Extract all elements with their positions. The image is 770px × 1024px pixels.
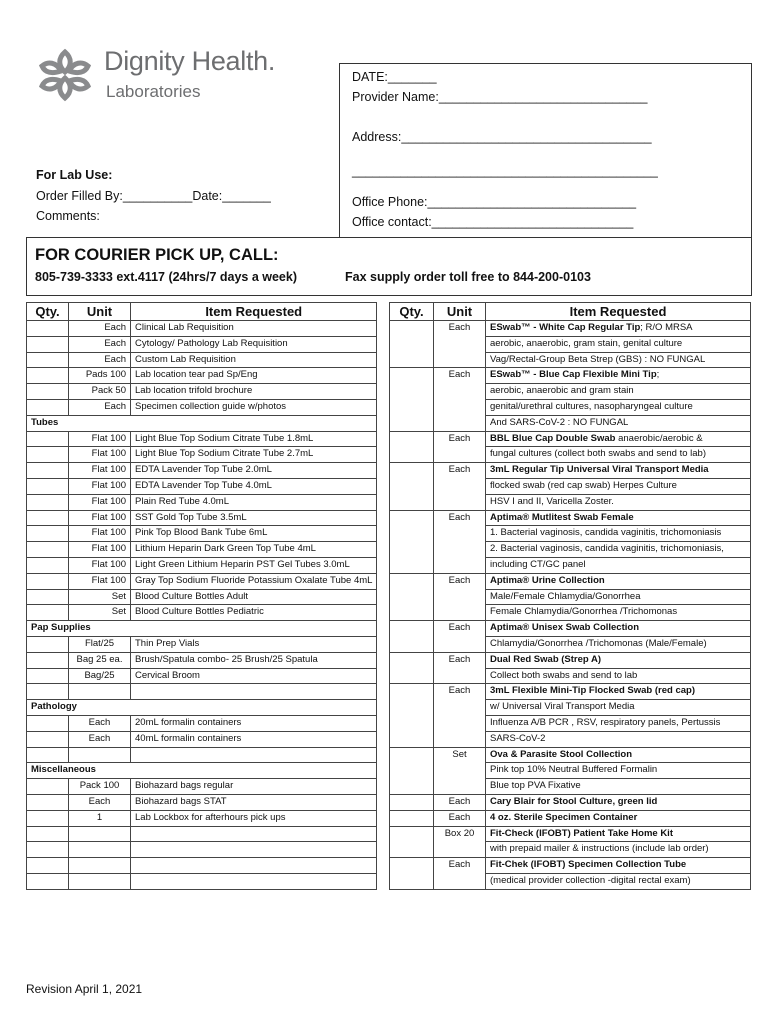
item-cell: Thin Prep Vials	[131, 636, 377, 652]
item-cell: SST Gold Top Tube 3.5mL	[131, 510, 377, 526]
item-cell: Pink Top Blood Bank Tube 6mL	[131, 526, 377, 542]
qty-input[interactable]	[27, 526, 69, 542]
qty-input[interactable]	[390, 621, 434, 653]
item-cell: Lab location tear pad Sp/Eng	[131, 368, 377, 384]
qty-input[interactable]	[27, 779, 69, 795]
item-cell: Lithium Heparin Dark Green Top Tube 4mL	[131, 542, 377, 558]
qty-input[interactable]	[27, 431, 69, 447]
unit-cell: Flat 100	[69, 510, 131, 526]
qty-input[interactable]	[27, 463, 69, 479]
item-cell	[486, 747, 751, 763]
item-cell: 2. Bacterial vaginosis, candida vaginitis, trichomoniasis,	[486, 542, 751, 558]
unit-cell: Each	[69, 399, 131, 415]
office-contact-field[interactable]: Office contact:_____________________________	[352, 215, 634, 229]
qty-input[interactable]	[27, 447, 69, 463]
table-row	[390, 321, 751, 337]
table-row	[27, 763, 377, 779]
qty-input[interactable]	[27, 557, 69, 573]
item-cell: EDTA Lavender Top Tube 4.0mL	[131, 478, 377, 494]
qty-input[interactable]	[390, 826, 434, 858]
item-name: Aptima® Urine Collection	[490, 574, 605, 586]
order-filled-field[interactable]: Order Filled By:__________Date:_______	[36, 189, 271, 203]
unit-cell	[69, 858, 131, 874]
item-cell: Vag/Rectal-Group Beta Strep (GBS) : NO FUNGAL	[486, 352, 751, 368]
lab-use-title: For Lab Use:	[36, 168, 113, 182]
table-row	[27, 368, 377, 384]
item-cell: Lab Lockbox for afterhours pick ups	[131, 810, 377, 826]
table-row	[390, 747, 751, 763]
item-cell	[486, 368, 751, 384]
item-cell	[486, 684, 751, 700]
item-cell: Male/Female Chlamydia/Gonorrhea	[486, 589, 751, 605]
item-cell	[486, 621, 751, 637]
table-row	[390, 858, 751, 874]
table-row	[27, 700, 377, 716]
item-cell: Clinical Lab Requisition	[131, 321, 377, 337]
unit-cell: Each	[69, 321, 131, 337]
provider-name-field[interactable]: Provider Name:______________________________	[352, 90, 648, 104]
item-cell: Specimen collection guide w/photos	[131, 399, 377, 415]
qty-header: Qty.	[390, 303, 434, 321]
item-cell: genital/urethral cultures, nasopharyngeal culture	[486, 399, 751, 415]
qty-input[interactable]	[390, 747, 434, 794]
qty-input[interactable]	[27, 826, 69, 842]
provider-info-box	[339, 63, 752, 238]
table-row	[27, 494, 377, 510]
table-row	[390, 573, 751, 589]
qty-input[interactable]	[390, 431, 434, 463]
item-name: ESwab™ - White Cap Regular Tip	[490, 322, 641, 333]
qty-input[interactable]	[27, 652, 69, 668]
item-cell	[486, 431, 751, 447]
qty-input[interactable]	[27, 858, 69, 874]
unit-cell: Flat 100	[69, 542, 131, 558]
qty-input[interactable]	[27, 510, 69, 526]
item-name: Aptima® Mutlitest Swab Female	[490, 511, 634, 523]
table-row	[27, 779, 377, 795]
office-phone-field[interactable]: Office Phone:______________________________	[352, 195, 637, 209]
unit-cell: Flat 100	[69, 573, 131, 589]
courier-box	[26, 237, 752, 296]
item-name: Cary Blair for Stool Culture, green lid	[490, 795, 658, 807]
qty-input[interactable]	[27, 842, 69, 858]
logo-subtitle: Laboratories	[106, 82, 201, 101]
item-cell: Light Green Lithium Heparin PST Gel Tubes 3.0mL	[131, 557, 377, 573]
qty-input[interactable]	[27, 478, 69, 494]
item-cell: Chlamydia/Gonorrhea /Trichomonas (Male/Female)	[486, 636, 751, 652]
qty-input[interactable]	[27, 542, 69, 558]
dignity-health-star-icon	[34, 44, 96, 106]
unit-cell: Flat 100	[69, 494, 131, 510]
unit-cell: Flat/25	[69, 636, 131, 652]
item-cell	[486, 321, 751, 337]
table-row	[390, 794, 751, 810]
qty-input[interactable]	[390, 810, 434, 826]
item-cell: Lab location trifold brochure	[131, 384, 377, 400]
table-row	[27, 842, 377, 858]
courier-title: FOR COURIER PICK UP, CALL:	[35, 246, 279, 264]
item-cell	[486, 652, 751, 668]
item-cell	[486, 794, 751, 810]
item-cell: Female Chlamydia/Gonorrhea /Trichomonas	[486, 605, 751, 621]
unit-cell: Each	[434, 621, 486, 653]
unit-cell	[69, 684, 131, 700]
table-row	[27, 668, 377, 684]
section-header: Pathology	[27, 700, 377, 716]
item-detail: anaerobic/aerobic &	[615, 432, 703, 444]
table-row	[27, 336, 377, 352]
item-name: Aptima® Unisex Swab Collection	[490, 622, 639, 634]
unit-cell: Each	[434, 858, 486, 890]
table-row	[27, 447, 377, 463]
item-cell: w/ Universal Viral Transport Media	[486, 700, 751, 716]
item-cell	[131, 842, 377, 858]
unit-cell: Each	[434, 652, 486, 684]
item-detail: ;	[656, 369, 660, 381]
unit-cell	[69, 842, 131, 858]
qty-input[interactable]	[27, 352, 69, 368]
item-cell: fungal cultures (collect both swabs and send to lab)	[486, 447, 751, 463]
unit-cell: Set	[434, 747, 486, 794]
item-name: ESwab™ - Blue Cap Flexible Mini Tip	[490, 369, 657, 381]
item-cell: Light Blue Top Sodium Citrate Tube 2.7mL	[131, 447, 377, 463]
unit-cell: Each	[69, 715, 131, 731]
item-name: Dual Red Swab (Strep A)	[490, 653, 602, 665]
table-row	[390, 463, 751, 479]
table-row	[27, 352, 377, 368]
item-cell: flocked swab (red cap swab) Herpes Culture	[486, 478, 751, 494]
item-name: Fit-Chek (IFOBT) Specimen Collection Tube	[490, 859, 687, 871]
item-cell: 20mL formalin containers	[131, 715, 377, 731]
item-cell: (medical provider collection -digital rectal exam)	[486, 873, 751, 889]
unit-cell: Each	[434, 321, 486, 368]
unit-cell: Pack 50	[69, 384, 131, 400]
qty-input[interactable]	[27, 715, 69, 731]
item-header: Item Requested	[131, 303, 377, 321]
item-name: 4 oz. Sterile Specimen Container	[490, 811, 638, 823]
qty-input[interactable]	[390, 794, 434, 810]
section-header: Tubes	[27, 415, 377, 431]
right-items-table	[389, 302, 751, 890]
item-cell	[486, 858, 751, 874]
item-cell: Biohazard bags regular	[131, 779, 377, 795]
table-row	[27, 542, 377, 558]
qty-input[interactable]	[27, 747, 69, 763]
item-cell: SARS-CoV-2	[486, 731, 751, 747]
item-cell: 40mL formalin containers	[131, 731, 377, 747]
qty-input[interactable]	[27, 794, 69, 810]
left-items-table	[26, 302, 377, 890]
table-row	[27, 652, 377, 668]
item-cell: with prepaid mailer & instructions (include lab order)	[486, 842, 751, 858]
qty-input[interactable]	[390, 573, 434, 620]
table-row	[27, 321, 377, 337]
unit-header: Unit	[69, 303, 131, 321]
item-cell: HSV I and II, Varicella Zoster.	[486, 494, 751, 510]
comments-field[interactable]: Comments:	[36, 209, 100, 223]
date-field[interactable]: DATE:_______	[352, 70, 437, 84]
qty-header: Qty.	[27, 303, 69, 321]
table-row	[27, 573, 377, 589]
table-row	[27, 858, 377, 874]
unit-cell: Each	[434, 368, 486, 431]
item-cell: Cervical Broom	[131, 668, 377, 684]
unit-cell: Pads 100	[69, 368, 131, 384]
unit-cell: Each	[434, 684, 486, 747]
unit-cell: Each	[434, 810, 486, 826]
item-cell: Blood Culture Bottles Adult	[131, 589, 377, 605]
table-row	[27, 715, 377, 731]
qty-input[interactable]	[27, 399, 69, 415]
item-cell: 1. Bacterial vaginosis, candida vaginitis, trichomoniasis	[486, 526, 751, 542]
table-row	[27, 826, 377, 842]
revision-date: Revision April 1, 2021	[26, 982, 143, 996]
unit-cell: Set	[69, 589, 131, 605]
item-cell: Brush/Spatula combo- 25 Brush/25 Spatula	[131, 652, 377, 668]
item-cell: aerobic, anaerobic and gram stain	[486, 384, 751, 400]
table-row	[27, 526, 377, 542]
item-cell: Custom Lab Requisition	[131, 352, 377, 368]
table-row	[27, 747, 377, 763]
table-row	[27, 431, 377, 447]
table-row	[27, 810, 377, 826]
item-cell	[131, 684, 377, 700]
table-row	[27, 684, 377, 700]
item-cell: Influenza A/B PCR , RSV, respiratory panels, Pertussis	[486, 715, 751, 731]
table-row	[27, 636, 377, 652]
qty-input[interactable]	[390, 321, 434, 368]
table-row	[27, 589, 377, 605]
unit-cell: Each	[434, 573, 486, 620]
address-field[interactable]: Address:____________________________________	[352, 130, 652, 144]
item-name: Ova & Parasite Stool Collection	[490, 748, 633, 760]
fax-order-line: Fax supply order toll free to 844-200-0103	[345, 270, 591, 284]
table-row	[27, 415, 377, 431]
table-row	[390, 621, 751, 637]
qty-input[interactable]	[27, 494, 69, 510]
qty-input[interactable]	[27, 684, 69, 700]
table-row	[27, 794, 377, 810]
table-row	[27, 399, 377, 415]
unit-cell: 1	[69, 810, 131, 826]
address-line-2[interactable]: ____________________________________________	[352, 164, 658, 178]
unit-cell: Flat 100	[69, 557, 131, 573]
table-row	[390, 431, 751, 447]
table-row	[27, 873, 377, 889]
qty-input[interactable]	[27, 384, 69, 400]
item-name: Fit-Check (IFOBT) Patient Take Home Kit	[490, 827, 673, 839]
table-row	[27, 605, 377, 621]
item-cell	[131, 873, 377, 889]
unit-cell: Pack 100	[69, 779, 131, 795]
qty-input[interactable]	[390, 652, 434, 684]
unit-cell: Each	[434, 794, 486, 810]
unit-cell: Each	[69, 352, 131, 368]
qty-input[interactable]	[27, 573, 69, 589]
unit-cell: Each	[69, 794, 131, 810]
dignity-health-logo	[34, 42, 334, 112]
table-row	[27, 557, 377, 573]
courier-phone: 805-739-3333 ext.4117 (24hrs/7 days a week)	[35, 270, 297, 284]
item-cell: Light Blue Top Sodium Citrate Tube 1.8mL	[131, 431, 377, 447]
item-cell: including CT/GC panel	[486, 557, 751, 573]
unit-cell: Flat 100	[69, 447, 131, 463]
section-header: Miscellaneous	[27, 763, 377, 779]
table-row	[390, 368, 751, 384]
unit-cell	[69, 873, 131, 889]
table-row	[390, 652, 751, 668]
table-row	[27, 510, 377, 526]
item-cell: Biohazard bags STAT	[131, 794, 377, 810]
unit-cell	[69, 826, 131, 842]
item-name: BBL Blue Cap Double Swab	[490, 432, 616, 444]
table-row	[390, 510, 751, 526]
item-cell: Plain Red Tube 4.0mL	[131, 494, 377, 510]
unit-cell: Set	[69, 605, 131, 621]
qty-input[interactable]	[27, 636, 69, 652]
unit-cell	[69, 747, 131, 763]
qty-input[interactable]	[27, 589, 69, 605]
qty-input[interactable]	[27, 336, 69, 352]
item-cell	[486, 463, 751, 479]
unit-cell: Box 20	[434, 826, 486, 858]
item-cell	[131, 747, 377, 763]
item-cell: Blood Culture Bottles Pediatric	[131, 605, 377, 621]
item-cell	[131, 858, 377, 874]
unit-cell: Flat 100	[69, 431, 131, 447]
table-row	[27, 621, 377, 637]
qty-input[interactable]	[27, 668, 69, 684]
item-name: 3mL Flexible Mini-Tip Flocked Swab (red cap)	[490, 685, 695, 697]
item-cell: Blue top PVA Fixative	[486, 779, 751, 795]
qty-input[interactable]	[27, 368, 69, 384]
logo-title: Dignity Health.	[104, 46, 276, 76]
item-cell	[486, 810, 751, 826]
qty-input[interactable]	[390, 510, 434, 573]
unit-cell: Each	[69, 731, 131, 747]
qty-input[interactable]	[390, 684, 434, 747]
unit-cell: Each	[434, 510, 486, 573]
item-cell: And SARS-CoV-2 : NO FUNGAL	[486, 415, 751, 431]
qty-input[interactable]	[27, 810, 69, 826]
unit-header: Unit	[434, 303, 486, 321]
unit-cell: Bag 25 ea.	[69, 652, 131, 668]
item-detail: ; R/O MRSA	[640, 322, 693, 333]
unit-cell: Flat 100	[69, 463, 131, 479]
qty-input[interactable]	[27, 321, 69, 337]
qty-input[interactable]	[27, 731, 69, 747]
table-row	[27, 384, 377, 400]
item-cell	[486, 826, 751, 842]
qty-input[interactable]	[27, 873, 69, 889]
item-cell	[131, 826, 377, 842]
unit-cell: Flat 100	[69, 526, 131, 542]
unit-cell: Flat 100	[69, 478, 131, 494]
item-cell: Pink top 10% Neutral Buffered Formalin	[486, 763, 751, 779]
item-cell: Collect both swabs and send to lab	[486, 668, 751, 684]
qty-input[interactable]	[390, 858, 434, 890]
table-row	[27, 731, 377, 747]
unit-cell: Each	[69, 336, 131, 352]
qty-input[interactable]	[390, 463, 434, 510]
table-row	[390, 684, 751, 700]
item-cell: Gray Top Sodium Fluoride Potassium Oxalate Tube 4mL	[131, 573, 377, 589]
table-row	[27, 478, 377, 494]
qty-input[interactable]	[27, 605, 69, 621]
unit-cell: Each	[434, 431, 486, 463]
table-row	[390, 826, 751, 842]
item-cell: aerobic, anaerobic, gram stain, genital culture	[486, 336, 751, 352]
unit-cell: Bag/25	[69, 668, 131, 684]
unit-cell: Each	[434, 463, 486, 510]
section-header: Pap Supplies	[27, 621, 377, 637]
table-row	[27, 463, 377, 479]
qty-input[interactable]	[390, 368, 434, 431]
table-row	[390, 810, 751, 826]
item-cell	[486, 573, 751, 589]
item-cell: EDTA Lavender Top Tube 2.0mL	[131, 463, 377, 479]
item-cell	[486, 510, 751, 526]
item-header: Item Requested	[486, 303, 751, 321]
item-cell: Cytology/ Pathology Lab Requisition	[131, 336, 377, 352]
item-name: 3mL Regular Tip Universal Viral Transport Media	[490, 464, 709, 476]
